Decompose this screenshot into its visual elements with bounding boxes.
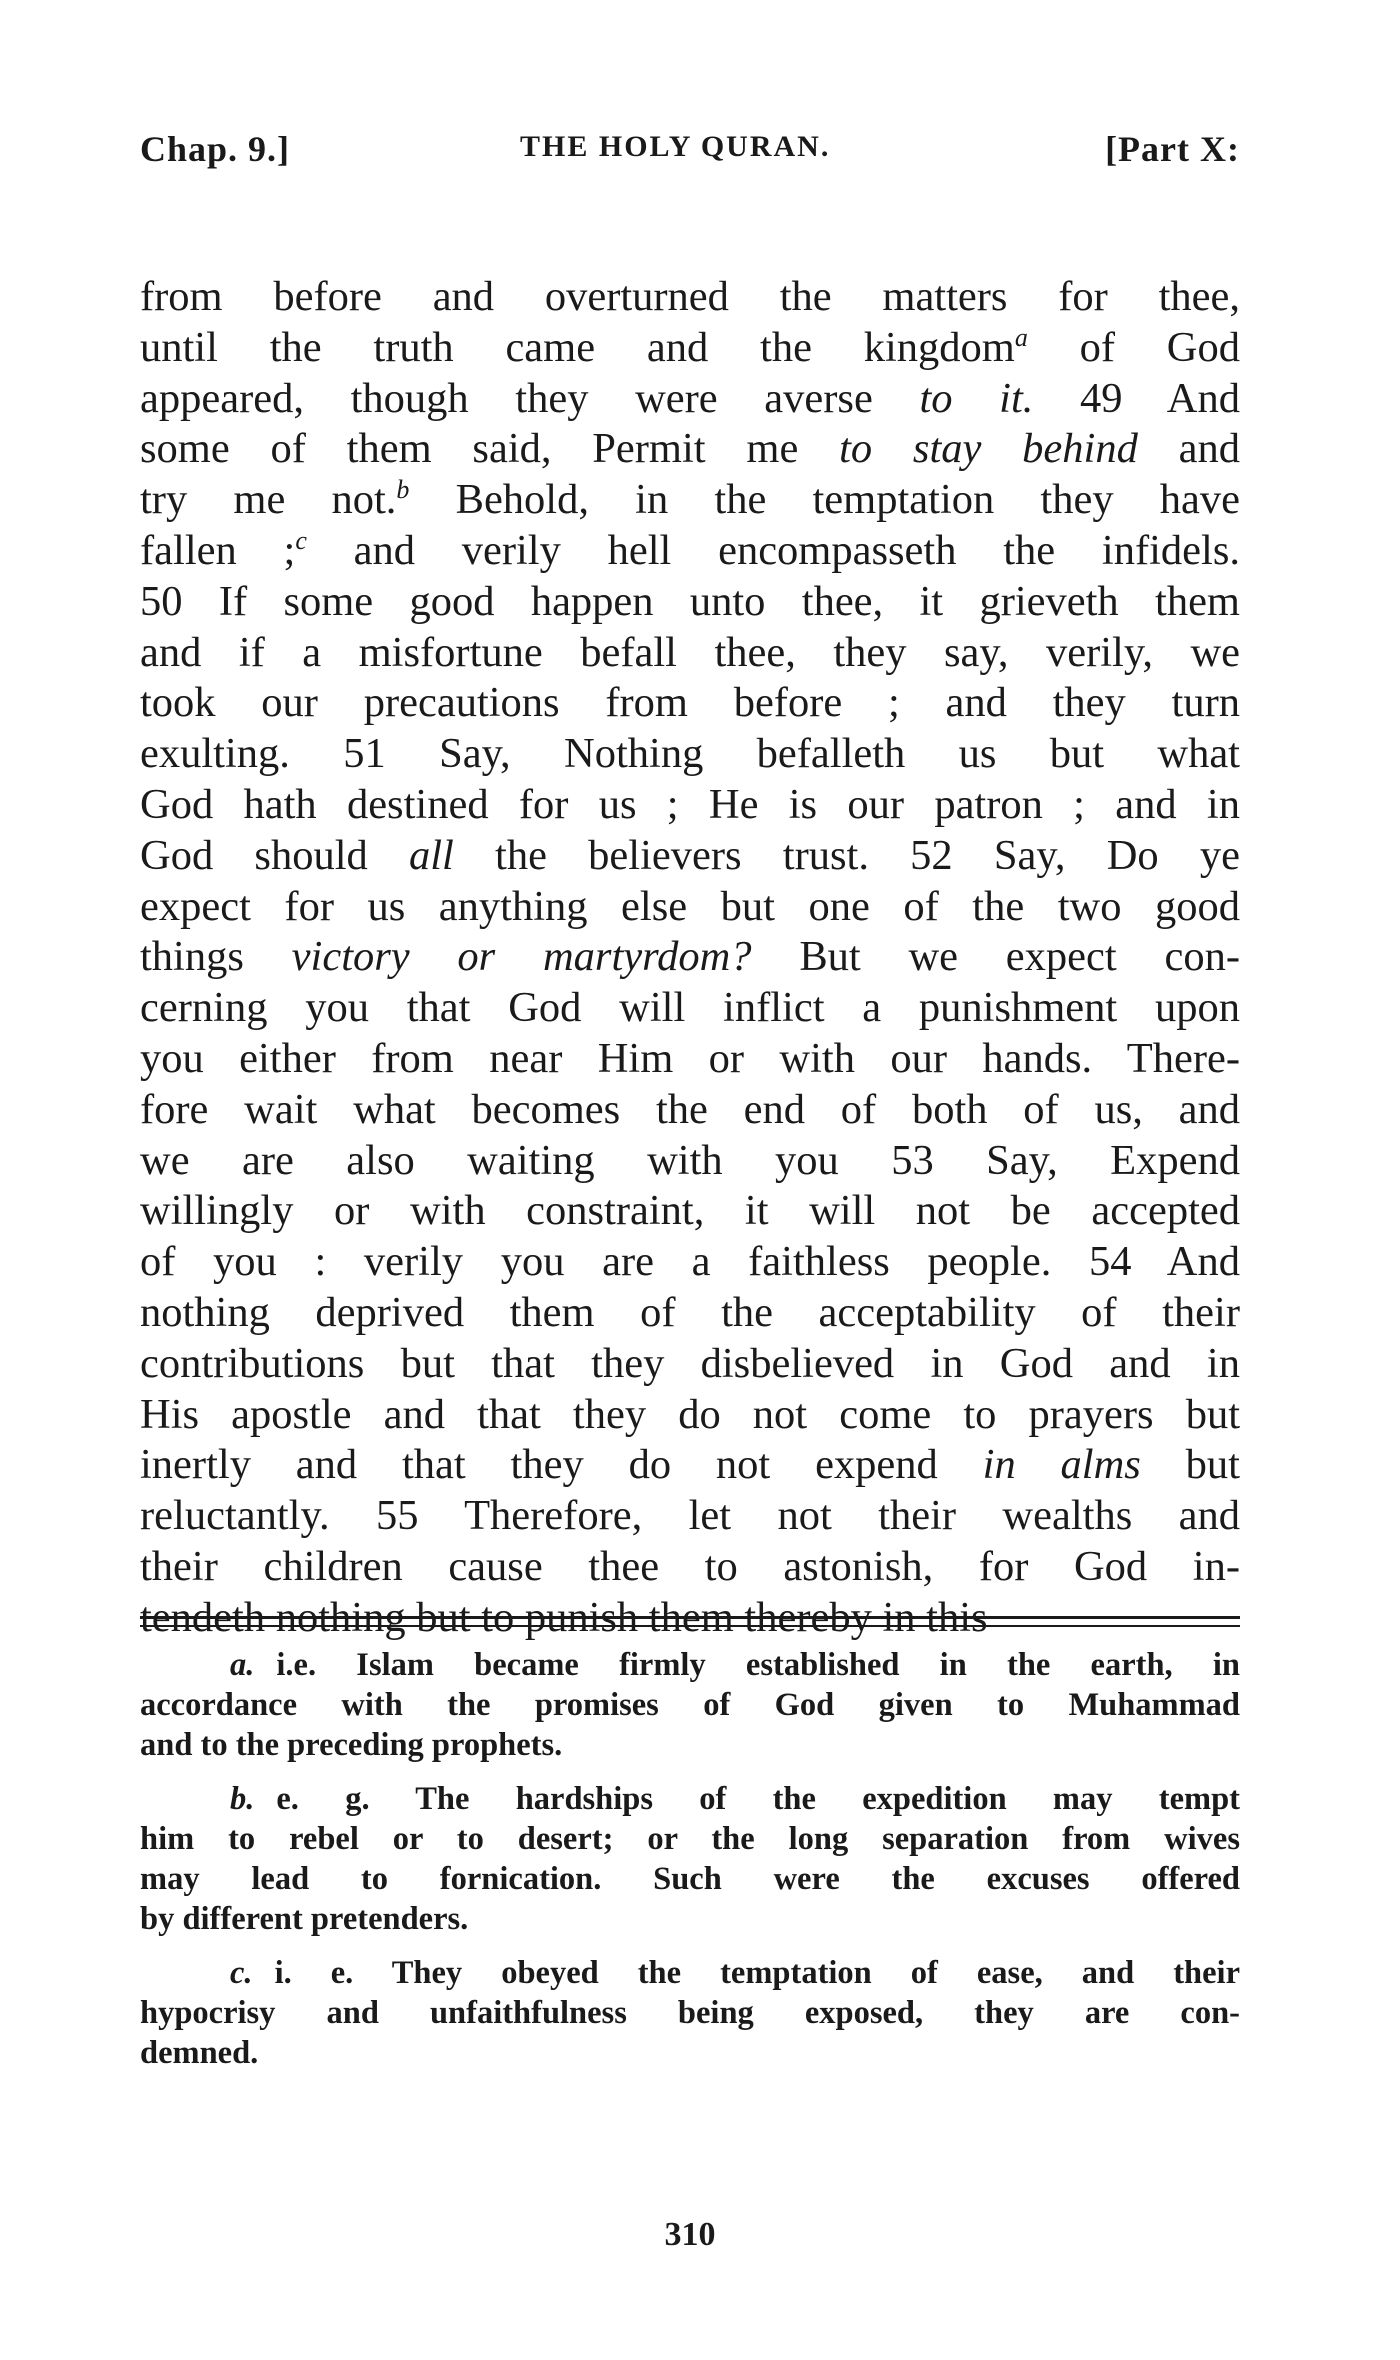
chapter-label: Chap. 9.] xyxy=(140,129,291,169)
book-title: THE HOLY QURAN. xyxy=(520,130,831,163)
text-line: you either from near Him or with our hands. There- xyxy=(140,1034,1240,1082)
footnote-b: b. e. g. The hardships of the expedition may tempt him to rebel or to desert; or the long separation from wives may lead to fornication. Such were the excuses offered by different pretenders. xyxy=(140,1781,1240,1937)
footnote-marker-a: a xyxy=(1014,322,1028,352)
text-line: God hath destined for us ; He is our patron ; and in xyxy=(140,780,1240,828)
text-line: God should all the believers trust. 52 Say, Do ye xyxy=(140,831,1240,879)
text-line: fallen ;$^c$ and verily hell encompasseth the infidels. xyxy=(140,525,1240,574)
footnote-divider xyxy=(140,1625,1240,1627)
text-line: contributions but that they disbelieved in God and in xyxy=(140,1339,1240,1387)
text-line: of you : verily you are a faithless people. 54 And xyxy=(140,1238,1240,1286)
text-line: exulting. 51 Say, Nothing befalleth us but what xyxy=(140,730,1240,778)
text-line: from before and overturned the matters for thee, xyxy=(140,273,1240,320)
text-line: tendeth nothing but to punish them thereby in this xyxy=(140,1593,988,1641)
text-line: their children cause thee to astonish, for God in- xyxy=(140,1542,1240,1590)
text-line: we are also waiting with you 53 Say, Expend xyxy=(140,1136,1240,1184)
footnote-c: c. i. e. They obeyed the temptation of ease, and their hypocrisy and unfaithfulness being exposed, they are con- demned. xyxy=(140,1955,1240,2071)
text-line: reluctantly. 55 Therefore, let not their wealths and xyxy=(140,1492,1240,1540)
text-line: and if a misfortune befall thee, they say, verily, we xyxy=(140,628,1240,676)
part-label: [Part X: xyxy=(1105,129,1240,169)
text-line: 50 If some good happen unto thee, it grieveth them xyxy=(140,577,1240,625)
text-line: inertly and that they do not expend in alms but xyxy=(140,1441,1240,1489)
text-line: until the truth came and the kingdom$^a$ of God xyxy=(140,322,1240,371)
page-number: 310 xyxy=(664,2216,716,2253)
footnote-label: c. xyxy=(230,1955,253,1991)
text-line: some of them said, Permit me to stay behind and xyxy=(140,425,1240,473)
footnote-marker-b: b xyxy=(396,475,410,505)
text-line: try me not.$^b$ Behold, in the temptation they have xyxy=(140,475,1240,524)
text-line: His apostle and that they do not come to prayers but xyxy=(140,1390,1240,1438)
text-line: cerning you that God will inflict a punishment upon xyxy=(140,984,1240,1032)
running-head xyxy=(140,128,1240,178)
footnote-a: a. i.e. Islam became firmly established in the earth, in accordance with the promises of God given to Muhammad and to the preceding prophets. xyxy=(140,1647,1240,1763)
footnotes xyxy=(140,1645,1240,2087)
text-line: took our precautions from before ; and they turn xyxy=(140,679,1240,727)
footnote-label: b. xyxy=(230,1781,255,1817)
footnote-label: a. xyxy=(230,1647,255,1683)
text-line: nothing deprived them of the acceptability of their xyxy=(140,1288,1240,1336)
main-text xyxy=(140,272,1240,1644)
text-line: fore wait what becomes the end of both of us, and xyxy=(140,1085,1240,1133)
text-line: willingly or with constraint, it will not be accepted xyxy=(140,1187,1240,1235)
book-page xyxy=(140,0,1240,2360)
text-line: expect for us anything else but one of the two good xyxy=(140,882,1240,930)
footnote-divider xyxy=(140,1616,1240,1619)
text-line: things victory or martyrdom? But we expect con- xyxy=(140,933,1240,981)
text-line: appeared, though they were averse to it. 49 And xyxy=(140,374,1240,422)
footnote-marker-c: c xyxy=(295,525,307,555)
